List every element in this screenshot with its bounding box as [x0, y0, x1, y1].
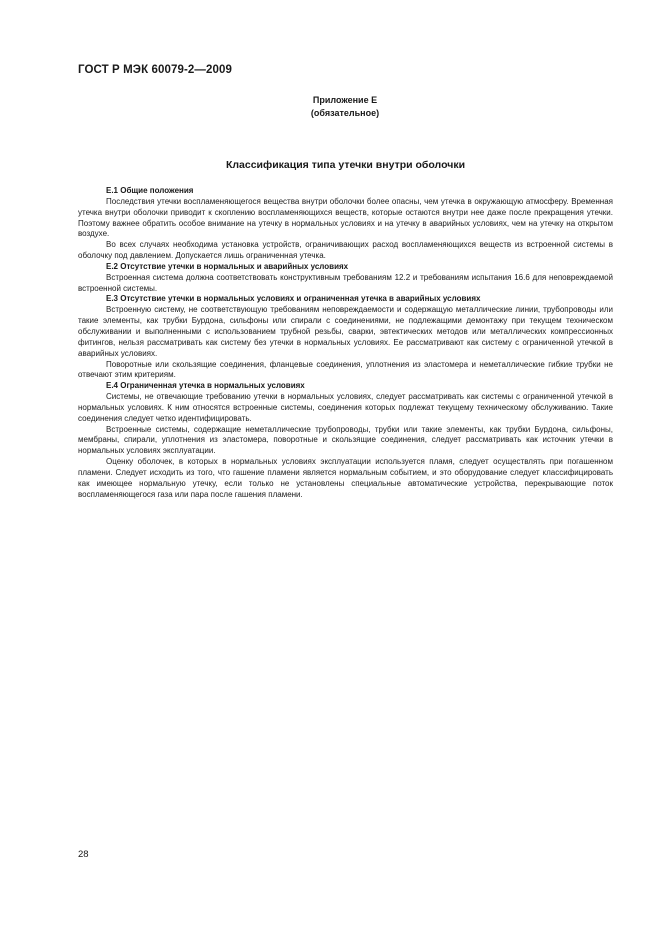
annex-body: [78, 186, 613, 500]
paragraph: Встроенная система должна соответствовать конструктивным требованиям 12.2 и требованиям испытания 16.6 для неповреждаемой встроенной системы.: [78, 272, 613, 293]
paragraph: Системы, не отвечающие требованию утечки в нормальных условиях, следует рассматривать как системы с ограниченной утечкой в нормальных условиях. К ним относятся встроенные системы, соединения которых подлежат текущему техническому обслуживанию. Такие соединения следует четко идентифицировать.: [78, 392, 613, 423]
paragraph: Поворотные или скользящие соединения, фланцевые соединения, уплотнения из эластомера и неметаллические гибкие трубки не отвечают этим критериям.: [78, 359, 613, 380]
section-heading-e2: Е.2 Отсутствие утечки в нормальных и аварийных условиях: [106, 261, 349, 271]
annex-title: Классификация типа утечки внутри оболочки: [225, 159, 466, 171]
paragraph: Последствия утечки воспламеняющегося вещества внутри оболочки более опасны, чем утечка в окружающую атмосферу. Временная утечка внутри оболочки приводит к скоплению воспламеняющихся веществ, которые остаются внутри нее даже после прекращения утечки. Поэтому важнее обратить особое внимание на утечку в нормальных условиях и на утечку в аварийных условиях, чем на утечку на открытом воздухе.: [78, 196, 613, 239]
annex-label: Приложение Е: [312, 95, 378, 105]
section-heading-e1: Е.1 Общие положения: [106, 186, 194, 195]
page-number: 28: [78, 849, 89, 860]
paragraph: Оценку оболочек, в которых в нормальных условиях эксплуатации используется пламя, следует осуществлять при погашенном пламени. Следует исходить из того, что гашение пламени является нормальным событием, и это оборудование следует классифицировать как имеющее нормальную утечку, если только не установлены специальные автоматические устройства, перекрывающие поток воспламеняющегося газа или пара после гашения пламени.: [78, 457, 613, 499]
paragraph: Встроенную систему, не соответствующую требованиям неповреждаемости и содержащую металлические линии, трубопроводы или такие элементы, как трубки Бурдона, сильфоны или спирали с соединениями, не подлежащими демонтажу при текущем техническом обслуживании и выполненными с использованием трубной резьбы, сварки, эвтектических методов или металлических компрессионных фитингов, нельзя рассматривать как систему без утечки в нормальных условиях. Ее рассматривают как систему с ограниченной утечкой в аварийных условиях.: [78, 305, 613, 358]
annex-block: [250, 94, 440, 120]
section-heading-e3: Е.3 Отсутствие утечки в нормальных условиях и ограниченная утечка в аварийных условиях: [106, 294, 481, 304]
paragraph: Во всех случаях необходима установка устройств, ограничивающих расход воспламеняющихся веществ из встроенной системы в оболочку под давлением. Допускается лишь ограниченная утечка.: [78, 240, 613, 261]
annex-status: (обязательное): [310, 108, 380, 118]
paragraph: Встроенные системы, содержащие неметаллические трубопроводы, трубки или такие элементы, как трубки Бурдона, сильфоны, мембраны, спирали, уплотнения из эластомера, поворотные и скользящие соединения, следует рассматривать как источник утечки в нормальных условиях эксплуатации.: [78, 424, 613, 456]
standard-code: ГОСТ Р МЭК 60079-2—2009: [78, 64, 232, 76]
section-heading-e4: Е.4 Ограниченная утечка в нормальных условиях: [106, 381, 305, 391]
